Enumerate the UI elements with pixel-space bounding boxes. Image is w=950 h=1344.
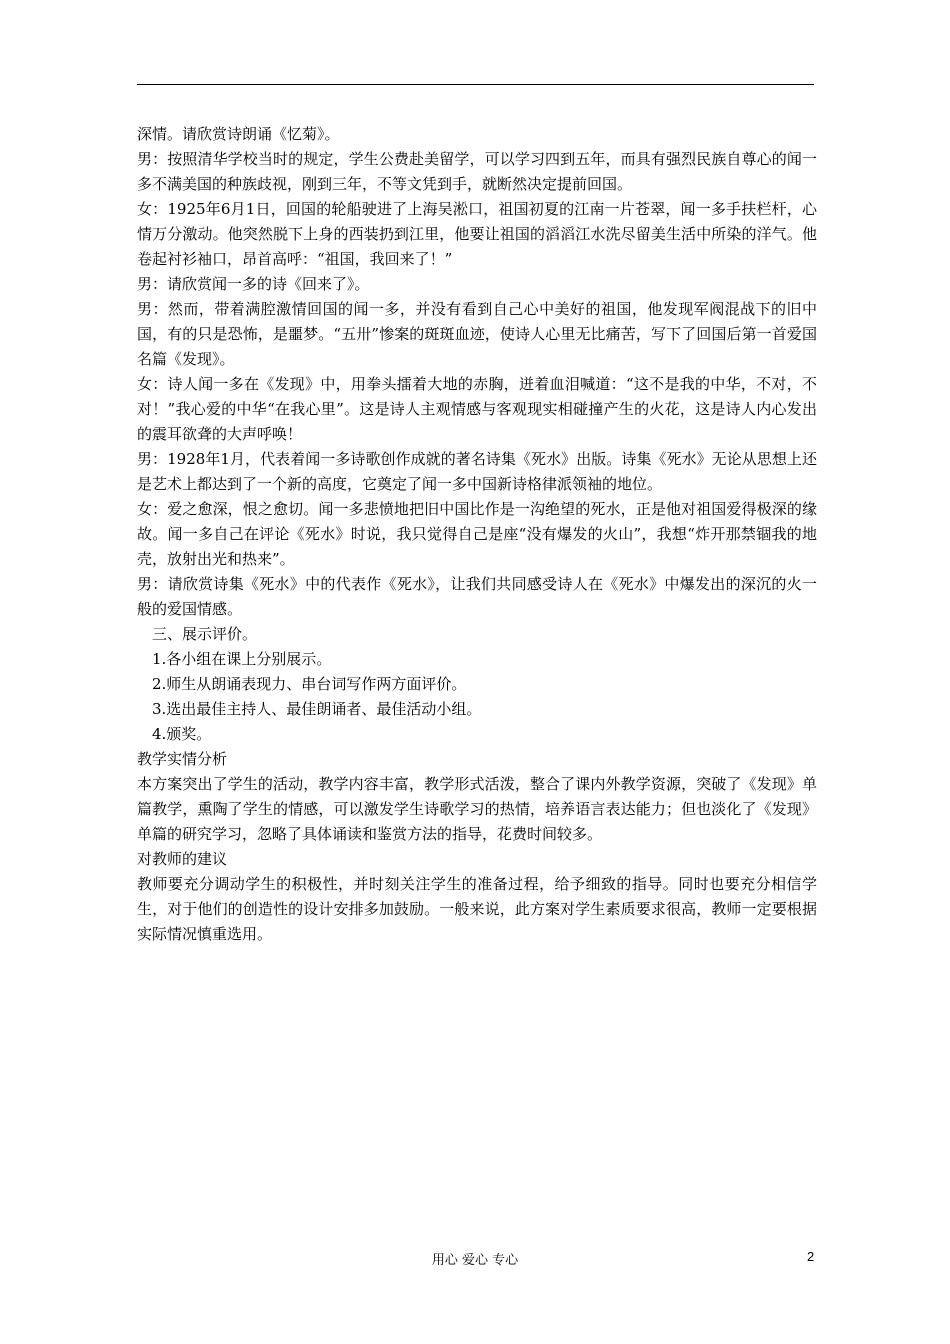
advice-body: 教师要充分调动学生的积极性，并时刻关注学生的准备过程，给予细致的指导。同时也要充分相信学生，对于他们的创造性的设计安排多加鼓励。一般来说，此方案对学生素质要求很高，教师一定要根据实际情况慎重选用。 bbox=[137, 875, 817, 943]
page-footer bbox=[0, 1249, 950, 1269]
document-body bbox=[137, 122, 817, 947]
paragraph: 女：爱之愈深，恨之愈切。闻一多悲愤地把旧中国比作是一沟绝望的死水，正是他对祖国爱得极深的缘故。闻一多自己在评论《死水》时说，我只觉得自己是座“没有爆发的火山”，我想“炸开那禁锢我的地壳，放射出光和热来”。 bbox=[137, 500, 817, 568]
paragraph: 男：请欣赏闻一多的诗《回来了》。 bbox=[137, 275, 370, 293]
header-rule bbox=[137, 84, 814, 85]
paragraph: 深情。请欣赏诗朗诵《忆菊》。 bbox=[137, 125, 340, 143]
paragraph: 女：诗人闻一多在《发现》中，用拳头擂着大地的赤胸，迸着血泪喊道：“这不是我的中华，不对，不对！”我心爱的中华“在我心里”。这是诗人主观情感与客观现实相碰撞产生的火花，这是诗人内心发出的震耳欲聋的大声呼唤！ bbox=[137, 375, 817, 443]
list-item: 4.颁奖。 bbox=[152, 725, 212, 743]
list-item: 3.选出最佳主持人、最佳朗诵者、最佳活动小组。 bbox=[152, 700, 482, 718]
paragraph: 女：1925年6月1日，回国的轮船驶进了上海吴淞口，祖国初夏的江南一片苍翠，闻一多手扶栏杆，心情万分激动。他突然脱下上身的西装扔到江里，他要让祖国的滔滔江水洗尽留美生活中所染的洋气。他卷起衬衫袖口，昂首高呼：“祖国，我回来了！” bbox=[137, 200, 817, 268]
page-number: 2 bbox=[807, 1249, 815, 1264]
advice-heading: 对教师的建议 bbox=[137, 850, 228, 868]
footer-slogan: 用心 爱心 专心 bbox=[431, 1253, 519, 1268]
list-item: 2.师生从朗诵表现力、串台词写作两方面评价。 bbox=[152, 675, 467, 693]
paragraph: 男：按照清华学校当时的规定，学生公费赴美留学，可以学习四到五年，而具有强烈民族自尊心的闻一多不满美国的种族歧视，刚到三年，不等文凭到手，就断然决定提前回国。 bbox=[137, 150, 817, 193]
list-item: 1.各小组在课上分别展示。 bbox=[152, 650, 332, 668]
analysis-heading: 教学实情分析 bbox=[137, 750, 228, 768]
paragraph: 男：然而，带着满腔激情回国的闻一多，并没有看到自己心中美好的祖国，他发现军阀混战下的旧中国，有的只是恐怖，是噩梦。“五卅”惨案的斑斑血迹，使诗人心里无比痛苦，写下了回国后第一首爱国名篇《发现》。 bbox=[137, 300, 817, 368]
section-heading: 三、展示评价。 bbox=[152, 625, 258, 643]
analysis-body: 本方案突出了学生的活动，教学内容丰富，教学形式活泼，整合了课内外教学资源，突破了《发现》单篇教学，熏陶了学生的情感，可以激发学生诗歌学习的热情，培养语言表达能力；但也淡化了《发现》单篇的研究学习，忽略了具体诵读和鉴赏方法的指导，花费时间较多。 bbox=[137, 775, 817, 843]
paragraph: 男：请欣赏诗集《死水》中的代表作《死水》，让我们共同感受诗人在《死水》中爆发出的深沉的火一般的爱国情感。 bbox=[137, 575, 817, 618]
paragraph: 男：1928年1月，代表着闻一多诗歌创作成就的著名诗集《死水》出版。诗集《死水》无论从思想上还是艺术上都达到了一个新的高度，它奠定了闻一多中国新诗格律派领袖的地位。 bbox=[137, 450, 817, 493]
